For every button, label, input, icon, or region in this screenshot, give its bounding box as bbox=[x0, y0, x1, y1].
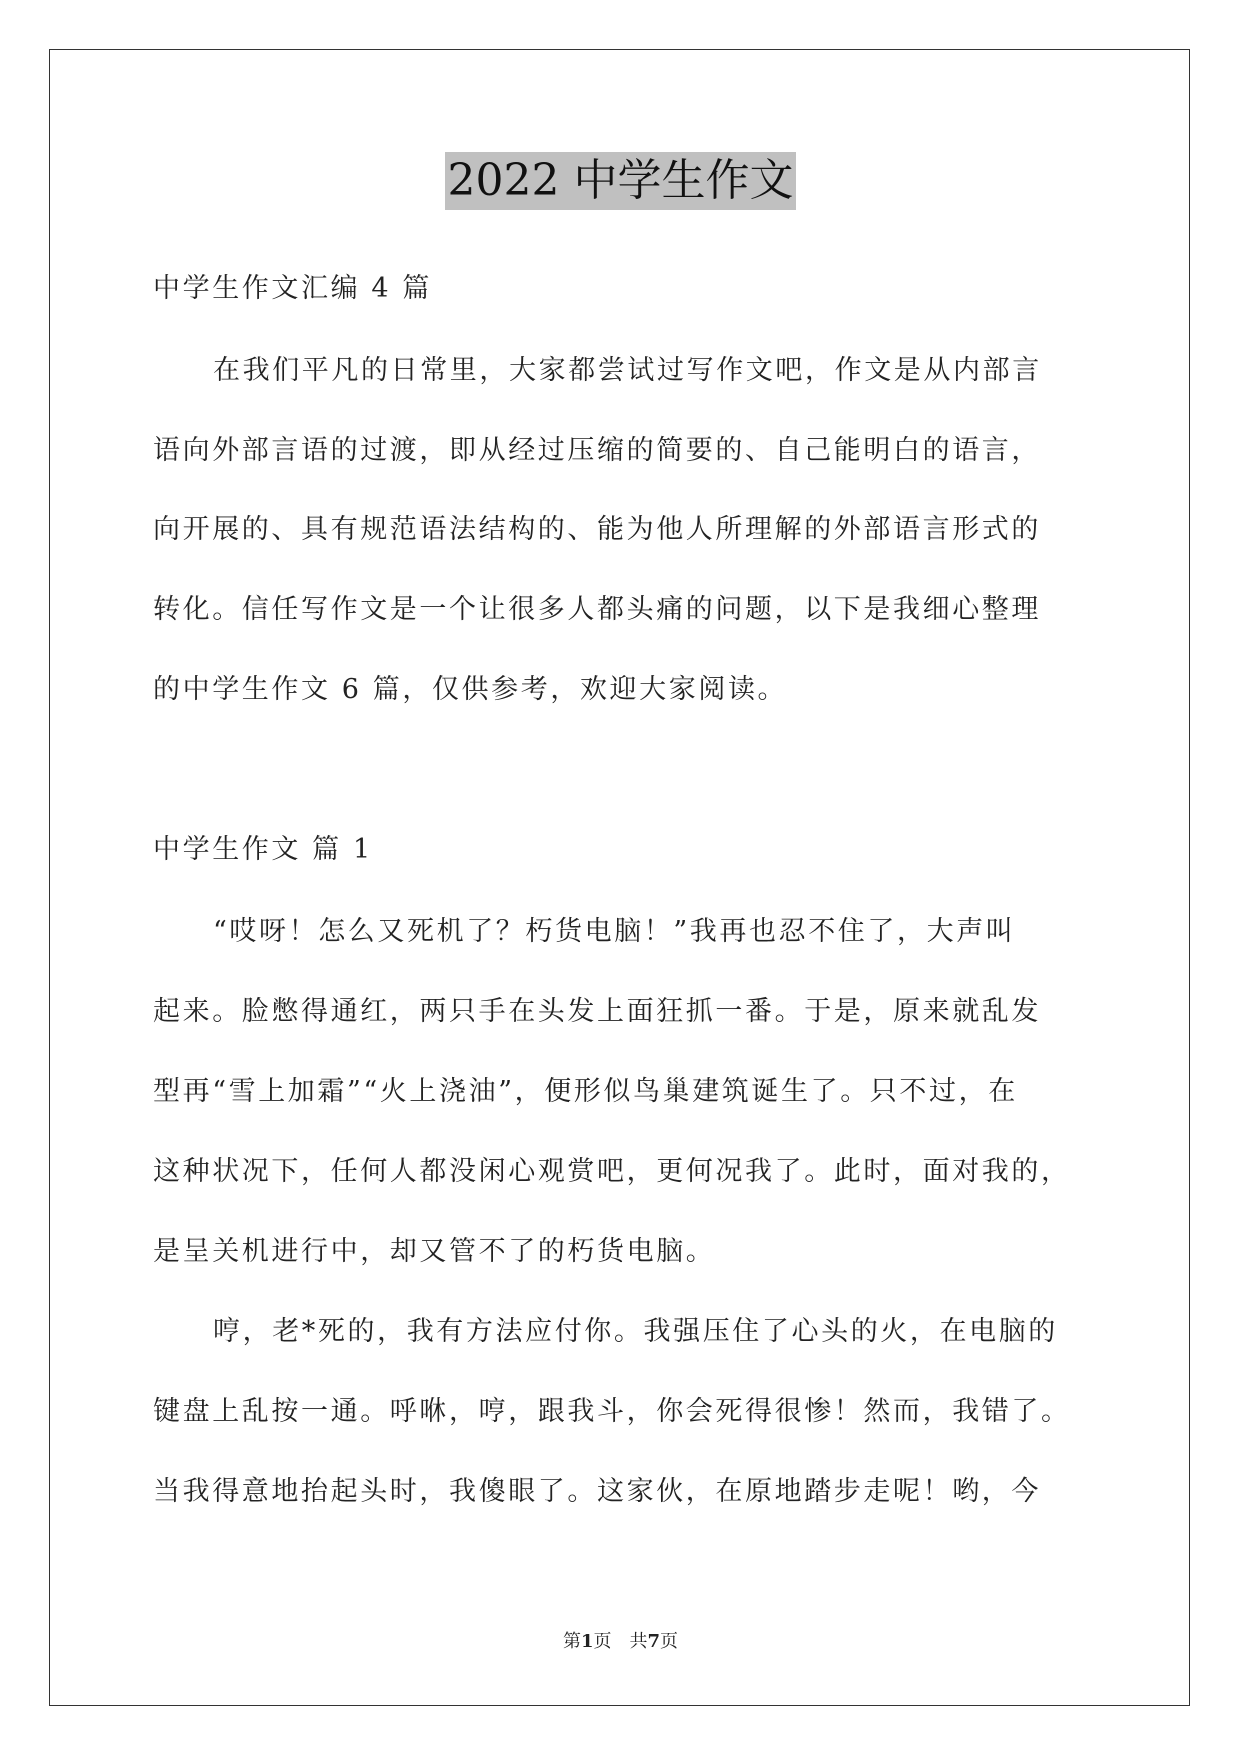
document-title: 2022 中学生作文 bbox=[445, 152, 797, 210]
paragraph-line: 哼，老*死的，我有方法应付你。我强压住了心头的火，在电脑的 bbox=[213, 1316, 1058, 1347]
paragraph-line: 起来。脸憋得通红，两只手在头发上面狂抓一番。于是，原来就乱发 bbox=[153, 996, 1041, 1027]
intro-line: 在我们平凡的日常里，大家都尝试过写作文吧，作文是从内部言 bbox=[213, 355, 1042, 386]
page-prefix: 第 bbox=[562, 1631, 581, 1652]
paragraph-line: 键盘上乱按一通。呼咻，哼，跟我斗，你会死得很惨！然而，我错了。 bbox=[153, 1396, 1071, 1427]
paragraph-line: 型再“雪上加霜”“火上浇油”，便形似鸟巢建筑诞生了。只不过，在 bbox=[153, 1076, 1018, 1107]
paragraph-line: “哎呀！怎么又死机了？朽货电脑！”我再也忍不住了，大声叫 bbox=[213, 916, 1016, 947]
intro-line: 向开展的、具有规范语法结构的、能为他人所理解的外部语言形式的 bbox=[153, 514, 1041, 545]
total-page-number: 7 bbox=[647, 1631, 661, 1652]
paragraph-line: 是呈关机进行中，却又管不了的朽货电脑。 bbox=[153, 1236, 716, 1267]
intro-line: 的中学生作文 6 篇，仅供参考，欢迎大家阅读。 bbox=[153, 674, 788, 705]
page-number-footer bbox=[0, 1627, 1241, 1653]
page-mid: 页 共 bbox=[593, 1631, 648, 1652]
title-container bbox=[0, 152, 1241, 210]
paragraph-line: 这种状况下，任何人都没闲心观赏吧，更何况我了。此时，面对我的， bbox=[153, 1156, 1071, 1187]
paragraph-line: 当我得意地抬起头时，我傻眼了。这家伙，在原地踏步走呢！哟，今 bbox=[153, 1476, 1041, 1507]
document-subtitle: 中学生作文汇编 4 篇 bbox=[153, 273, 432, 304]
page-suffix: 页 bbox=[660, 1631, 679, 1652]
current-page-number: 1 bbox=[580, 1631, 594, 1652]
intro-line: 转化。信任写作文是一个让很多人都头痛的问题，以下是我细心整理 bbox=[153, 594, 1041, 625]
intro-line: 语向外部言语的过渡，即从经过压缩的简要的、自己能明白的语言， bbox=[153, 435, 1041, 466]
section-heading: 中学生作文 篇 1 bbox=[153, 834, 373, 865]
